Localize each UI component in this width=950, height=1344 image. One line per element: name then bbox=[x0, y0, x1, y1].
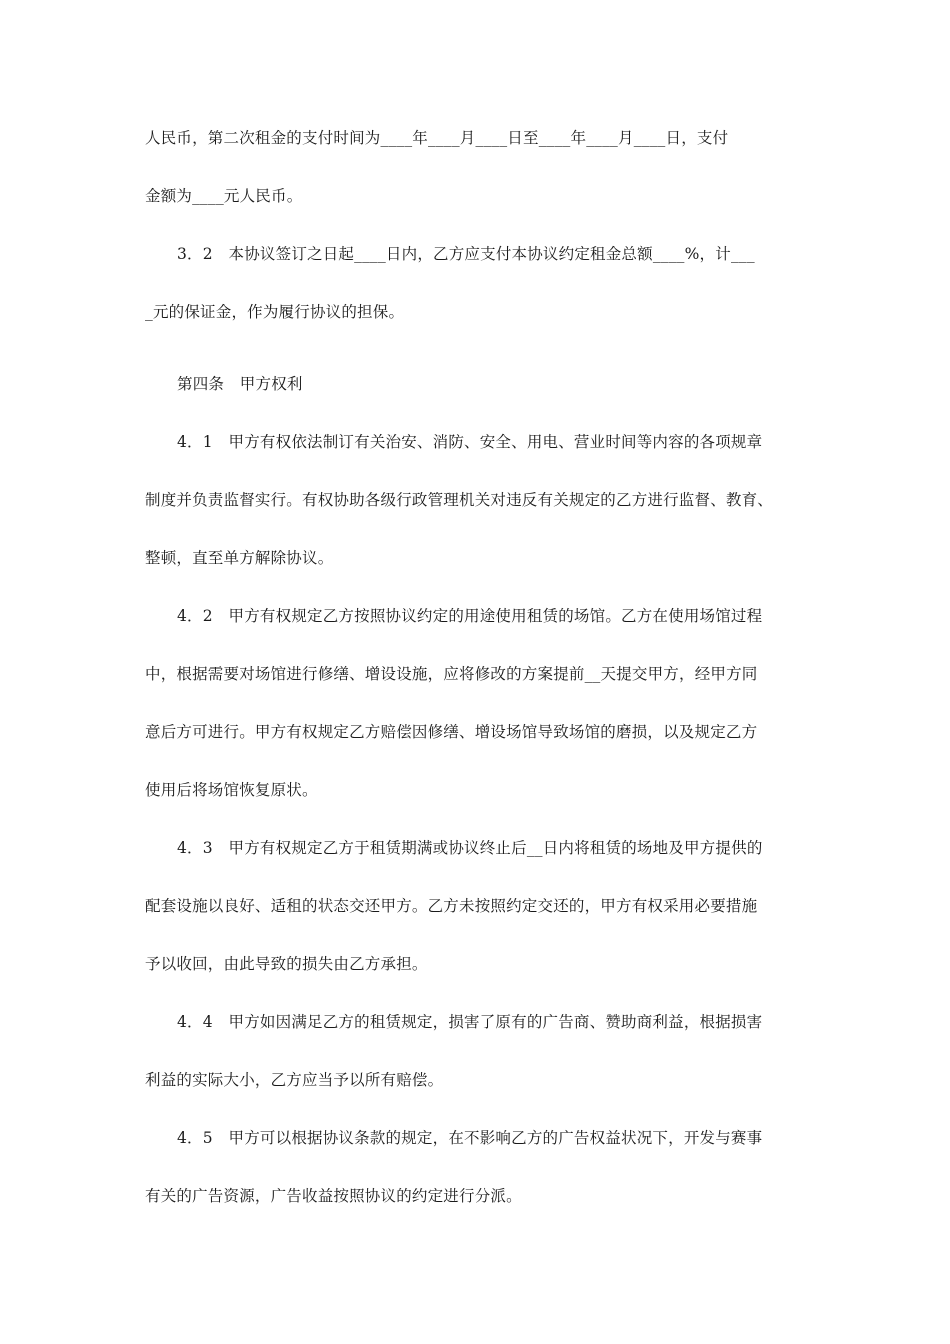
text-line: 予以收回，由此导致的损失由乙方承担。 bbox=[145, 955, 428, 973]
text-line: 制度并负责监督实行。有权协助各级行政管理机关对违反有关规定的乙方进行监督、教育、 bbox=[145, 491, 774, 509]
text-line: 人民币，第二次租金的支付时间为____年____月____日至____年____月____日，支付 bbox=[145, 129, 729, 147]
text-line: 意后方可进行。甲方有权规定乙方赔偿因修缮、增设场馆导致场馆的磨损，以及规定乙方 bbox=[145, 723, 758, 741]
text-line: 使用后将场馆恢复原状。 bbox=[145, 781, 318, 799]
text-line: 利益的实际大小，乙方应当予以所有赔偿。 bbox=[145, 1071, 444, 1089]
section-heading: 第四条 甲方权利 bbox=[177, 375, 303, 393]
text-line: 4．3 甲方有权规定乙方于租赁期满或协议终止后__日内将租赁的场地及甲方提供的 bbox=[177, 839, 763, 857]
text-line: 配套设施以良好、适租的状态交还甲方。乙方未按照约定交还的，甲方有权采用必要措施 bbox=[145, 897, 758, 915]
text-line: 整顿，直至单方解除协议。 bbox=[145, 549, 334, 567]
text-line: 4．5 甲方可以根据协议条款的规定，在不影响乙方的广告权益状况下，开发与赛事 bbox=[177, 1129, 763, 1147]
text-line: 4．1 甲方有权依法制订有关治安、消防、安全、用电、营业时间等内容的各项规章 bbox=[177, 433, 763, 451]
text-line: 3．2 本协议签订之日起____日内，乙方应支付本协议约定租金总额____%，计___ bbox=[177, 245, 755, 263]
text-line: 4．2 甲方有权规定乙方按照协议约定的用途使用租赁的场馆。乙方在使用场馆过程 bbox=[177, 607, 763, 625]
text-line: 中，根据需要对场馆进行修缮、增设设施，应将修改的方案提前__天提交甲方，经甲方同 bbox=[145, 665, 758, 683]
text-line: 4．4 甲方如因满足乙方的租赁规定，损害了原有的广告商、赞助商利益，根据损害 bbox=[177, 1013, 763, 1031]
text-line: 有关的广告资源，广告收益按照协议的约定进行分派。 bbox=[145, 1187, 522, 1205]
text-line: _元的保证金，作为履行协议的担保。 bbox=[145, 303, 405, 321]
text-line: 金额为____元人民币。 bbox=[145, 187, 303, 205]
